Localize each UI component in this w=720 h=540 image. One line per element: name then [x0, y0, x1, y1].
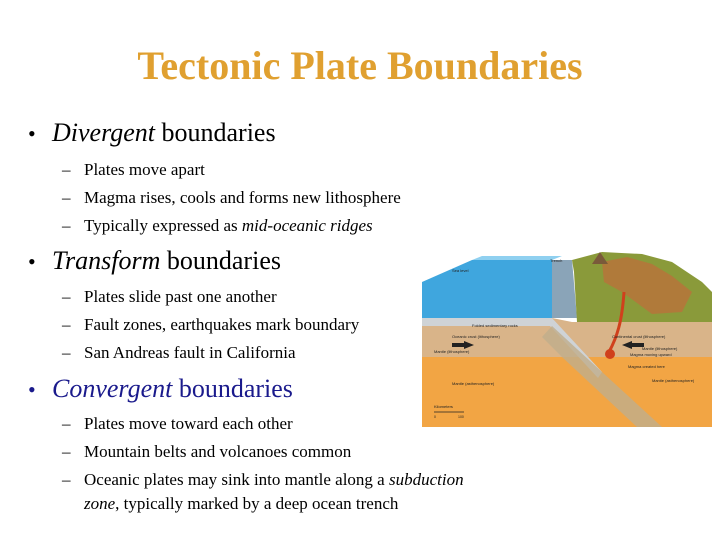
asthenosphere-layer	[422, 357, 712, 427]
sub-bullet: – Typically expressed as mid-oceanic ridges	[62, 216, 373, 235]
label-mantle-lithosphere-left: Mantle (lithosphere)	[434, 349, 470, 354]
ocean-water	[422, 260, 552, 318]
sub-bullet-text: Mountain belts and volcanoes common	[84, 442, 352, 461]
bullet-rest: boundaries	[160, 246, 281, 275]
scale-zero: 0	[434, 415, 436, 419]
bullet-dot-icon: •	[28, 249, 36, 274]
magma-chamber	[605, 349, 615, 359]
sub-bullet-text: Plates slide past one another	[84, 287, 277, 306]
sub-bullet: – Plates move apart	[62, 160, 205, 179]
sub-bullet-continuation	[62, 492, 398, 516]
sub-bullet: – San Andreas fault in California	[62, 343, 296, 362]
sub-bullet: – Plates slide past one another	[62, 287, 277, 306]
bullet-dot-icon: •	[28, 121, 36, 146]
sub-bullet: – Mountain belts and volcanoes common	[62, 442, 352, 461]
sub-bullet: – Plates move toward each other	[62, 414, 293, 433]
label-trench: Trench	[550, 258, 563, 263]
bullet-dot-icon: •	[28, 377, 36, 402]
bullet-divergent	[28, 118, 276, 148]
bullet-rest: boundaries	[155, 118, 276, 147]
bullet-emphasis: Divergent	[52, 118, 155, 147]
sub-bullet-emphasis: subduction	[388, 470, 464, 489]
label-magma-chamber: Magma created here	[628, 364, 665, 369]
sub-bullet-text: San Andreas fault in California	[84, 343, 296, 362]
scale-label: Kilometers	[434, 404, 453, 409]
scale-hundred: 100	[458, 415, 464, 419]
sub-bullet-emphasis: zone	[84, 494, 116, 513]
ocean-surface	[472, 256, 562, 260]
label-asthenosphere-right: Mantle (asthenosphere)	[652, 378, 695, 383]
sub-bullet: – Fault zones, earthquakes mark boundary	[62, 315, 360, 334]
bullet-emphasis: Convergent	[52, 374, 173, 403]
sub-bullet-text: Oceanic plates may sink into mantle along a	[84, 470, 389, 489]
label-magma-up: Magma moving upward	[630, 352, 672, 357]
sub-bullet-text: , typically marked by a deep ocean trench	[115, 494, 399, 513]
label-continental-crust: Continental crust (lithosphere)	[612, 334, 666, 339]
bullet-transform	[28, 246, 281, 276]
label-oceanic-crust: Oceanic crust (lithosphere)	[452, 334, 500, 339]
slide-title: Tectonic Plate Boundaries	[137, 43, 583, 88]
label-subducted-sediments: Folded sedimentary rocks	[472, 323, 518, 328]
sub-bullet: – Magma rises, cools and forms new lithosphere	[62, 188, 401, 207]
bullet-rest: boundaries	[172, 374, 293, 403]
trench	[552, 260, 577, 318]
sub-bullet-text: Magma rises, cools and forms new lithosphere	[84, 188, 401, 207]
subduction-diagram	[412, 252, 712, 427]
label-asthenosphere-left: Mantle (asthenosphere)	[452, 381, 495, 386]
bullet-convergent	[28, 374, 293, 404]
sub-bullet-text: Plates move toward each other	[84, 414, 293, 433]
label-mantle-lithosphere-right: Mantle (lithosphere)	[642, 346, 678, 351]
sub-bullet-text: Fault zones, earthquakes mark boundary	[84, 315, 360, 334]
bullet-emphasis: Transform	[52, 246, 161, 275]
sub-bullet-text: Plates move apart	[84, 160, 205, 179]
sub-bullet: – Oceanic plates may sink into mantle along a subduction	[62, 470, 464, 489]
label-sea-level: Sea level	[452, 268, 469, 273]
sub-bullet-text: Typically expressed as	[84, 216, 242, 235]
sub-bullet-emphasis: mid-oceanic ridges	[241, 216, 373, 235]
